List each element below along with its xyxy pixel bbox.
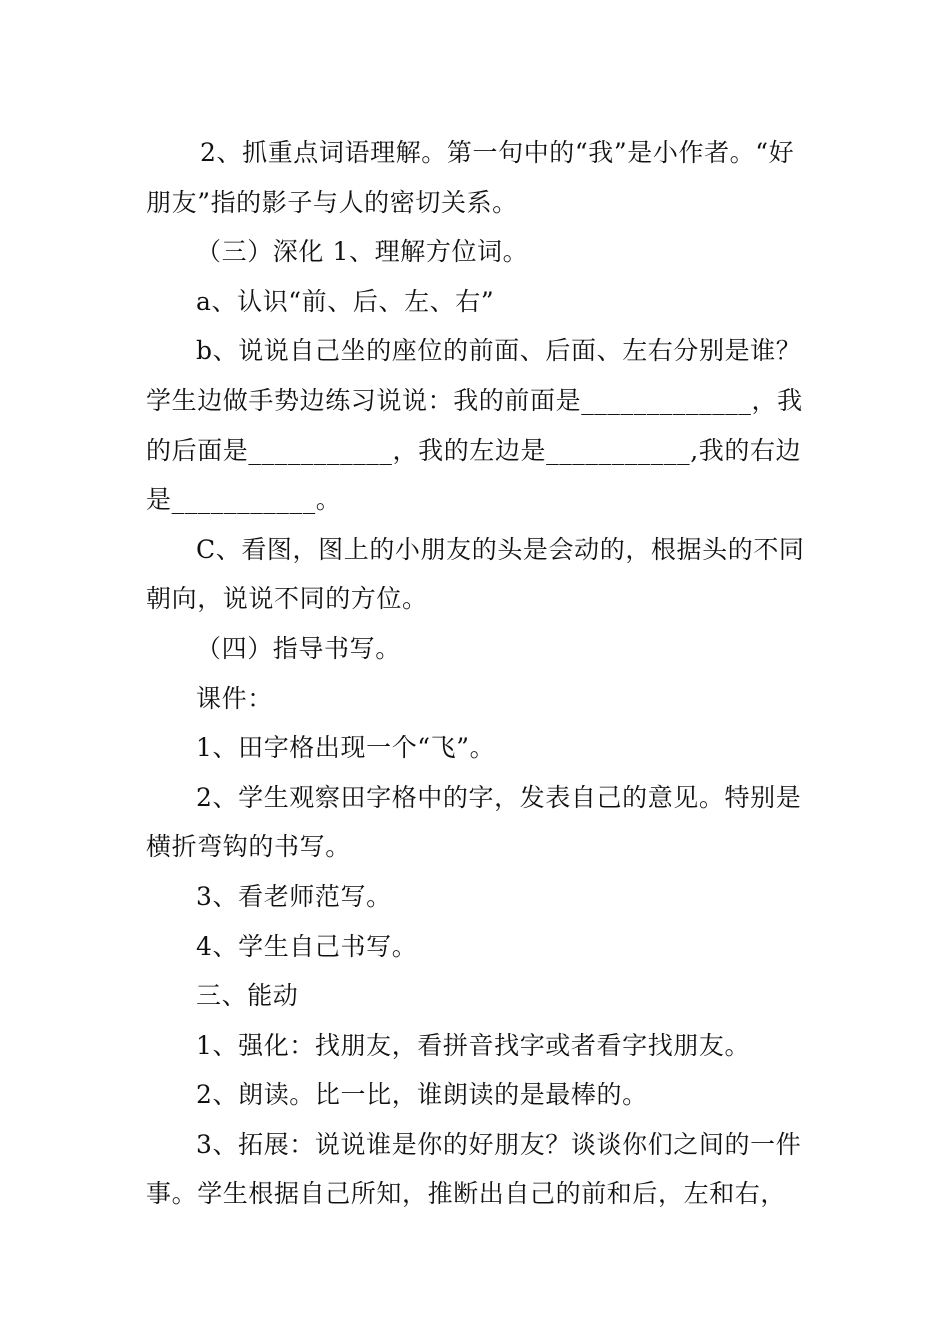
paragraph-reinforce: 1、强化：找朋友，看拼音找字或者看字找朋友。 — [196, 1030, 751, 1060]
paragraph-keyword-understanding: 2、抓重点词语理解。第一句中的“我”是小作者。“好朋友”指的影子与人的密切关系。 — [146, 138, 795, 217]
paragraph-read-aloud: 2、朗读。比一比，谁朗读的是最棒的。 — [196, 1080, 648, 1110]
paragraph-look-at-picture: C、看图，图上的小朋友的头是会动的，根据头的不同朝向，说说不同的方位。 — [146, 534, 805, 614]
paragraph-section-three-heading: 三、能动 — [196, 981, 299, 1011]
paragraph-recognize-directions: a、认识“前、后、左、右” — [196, 286, 495, 316]
paragraph-extension: 3、拓展：说说谁是你的好朋友？谈谈你们之间的一件事。学生根据自己所知，推断出自己的前和后，左和右， — [146, 1129, 802, 1209]
paragraph-seat-practice: b、说说自己坐的座位的前面、后面、左右分别是谁？学生边做手势边练习说说：我的前面是_____________，我的后面是___________，我的左边是___________,我的右边是___________。 — [146, 336, 803, 515]
paragraph-teacher-demo: 3、看老师范写。 — [196, 881, 392, 911]
paragraph-deepen-heading: （三）深化 1、理解方位词。 — [196, 237, 529, 267]
paragraph-courseware: 课件： — [196, 683, 273, 713]
paragraph-student-writing: 4、学生自己书写。 — [196, 931, 418, 961]
paragraph-writing-guidance-heading: （四）指导书写。 — [196, 633, 401, 663]
document-body — [146, 128, 811, 1219]
paragraph-grid-character: 1、田字格出现一个“飞”。 — [196, 733, 496, 763]
paragraph-observe-grid: 2、学生观察田字格中的字，发表自己的意见。特别是横折弯钩的书写。 — [146, 782, 802, 862]
